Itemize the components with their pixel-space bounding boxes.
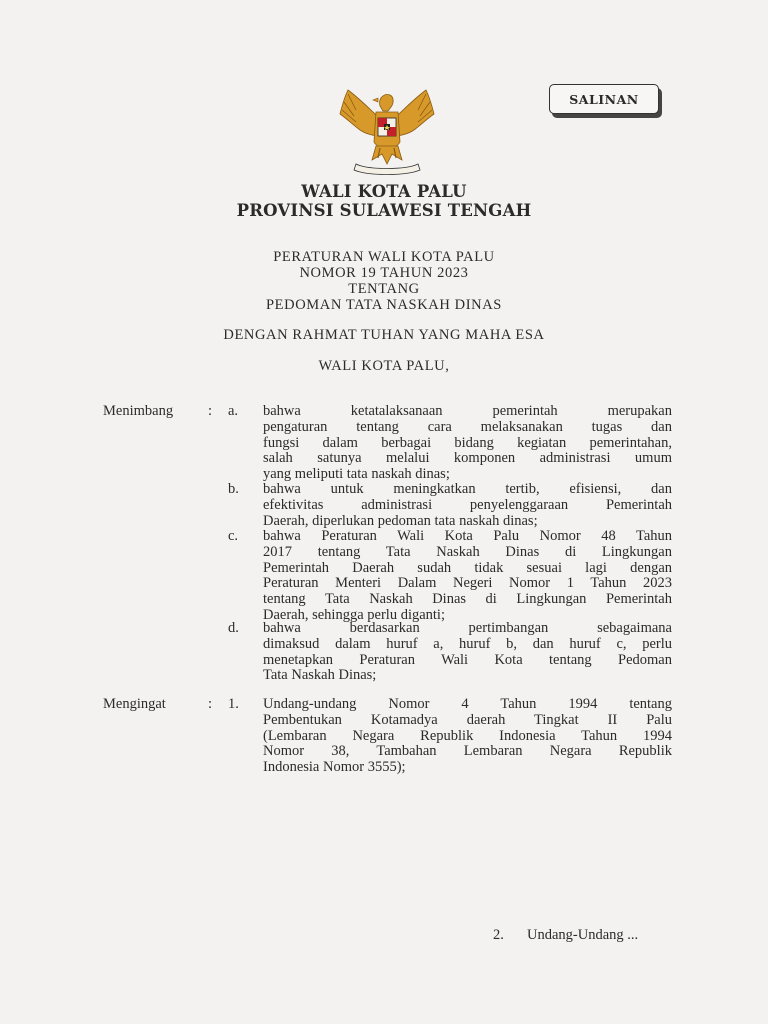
mengingat-1-line: Pembentukan Kotamadya daerah Tingkat II Palu: [263, 711, 672, 728]
mengingat-colon: :: [208, 696, 213, 712]
mengingat-1-line: Undang-undang Nomor 4 Tahun 1994 tentang: [263, 696, 672, 712]
menimbang-d-line: dimaksud dalam huruf a, huruf b, dan huruf c, perlu: [263, 635, 672, 652]
menimbang-mark-c: c.: [228, 528, 239, 544]
menimbang-a-line: fungsi dalam berbagai bidang kegiatan pemerintahan,: [263, 434, 672, 451]
menimbang-colon: :: [208, 403, 213, 419]
header-line-1: WALI KOTA PALU: [301, 182, 467, 201]
menimbang-d-line: menetapkan Peraturan Wali Kota tentang Pedoman: [263, 651, 672, 668]
mengingat-mark-1: 1.: [228, 696, 239, 712]
menimbang-d-line: Tata Naskah Dinas;: [263, 667, 377, 684]
menimbang-c-line: bahwa Peraturan Wali Kota Palu Nomor 48 Tahun: [263, 528, 672, 544]
preamble: DENGAN RAHMAT TUHAN YANG MAHA ESA: [223, 327, 545, 343]
mengingat-1-line: Indonesia Nomor 3555);: [263, 759, 406, 776]
page-continuation: [493, 927, 638, 944]
menimbang-mark-b: b.: [228, 481, 239, 497]
menimbang-a-line: pengaturan tentang cara melaksanakan tugas dan: [263, 418, 672, 435]
continuation-number: 2.: [493, 927, 504, 943]
mengingat-1-line: (Lembaran Negara Republik Indonesia Tahun 1994: [263, 727, 672, 744]
menimbang-d-line: bahwa berdasarkan pertimbangan sebagaimana: [263, 620, 672, 636]
menimbang-c-line: 2017 tentang Tata Naskah Dinas di Lingkungan: [263, 543, 672, 560]
menimbang-item-b: [263, 482, 672, 529]
mengingat-1-line: Nomor 38, Tambahan Lembaran Negara Republik: [263, 743, 672, 760]
mengingat-item-1: [263, 697, 672, 776]
salinan-badge: SALINAN: [549, 84, 659, 114]
garuda-pancasila-emblem: [334, 84, 440, 176]
menimbang-item-c: [263, 529, 672, 624]
authority: WALI KOTA PALU,: [318, 358, 450, 374]
menimbang-mark-a: a.: [228, 403, 239, 419]
menimbang-a-line: salah satunya melalui komponen administrasi umum: [263, 450, 672, 467]
mengingat-label: Mengingat: [103, 696, 166, 712]
continuation-text: Undang-Undang ...: [527, 927, 639, 943]
menimbang-item-d: [263, 621, 672, 684]
menimbang-b-line: Daerah, diperlukan pedoman tata naskah dinas;: [263, 512, 538, 529]
menimbang-c-line: tentang Tata Naskah Dinas di Lingkungan Pemerintah: [263, 591, 672, 608]
title-line-2: NOMOR 19 TAHUN 2023: [299, 265, 469, 281]
menimbang-b-line: efektivitas administrasi penyelenggaraan Pemerintah: [263, 496, 672, 513]
menimbang-a-line: bahwa ketatalaksanaan pemerintah merupakan: [263, 403, 672, 419]
menimbang-c-line: Peraturan Menteri Dalam Negeri Nomor 1 Tahun 2023: [263, 575, 672, 592]
title-line-1: PERATURAN WALI KOTA PALU: [273, 249, 495, 265]
menimbang-b-line: bahwa untuk meningkatkan tertib, efisiensi, dan: [263, 481, 672, 497]
menimbang-item-a: [263, 404, 672, 483]
menimbang-a-line: yang meliputi tata naskah dinas;: [263, 466, 450, 483]
menimbang-label: Menimbang: [103, 403, 174, 419]
menimbang-mark-d: d.: [228, 620, 239, 636]
menimbang-c-line: Pemerintah Daerah sudah tidak sesuai lagi dengan: [263, 559, 672, 576]
header-line-2: PROVINSI SULAWESI TENGAH: [236, 201, 532, 220]
title-line-3: TENTANG: [348, 281, 420, 297]
title-line-4: PEDOMAN TATA NASKAH DINAS: [266, 297, 502, 313]
menimbang-c-line: Daerah, sehingga perlu diganti;: [263, 606, 445, 623]
